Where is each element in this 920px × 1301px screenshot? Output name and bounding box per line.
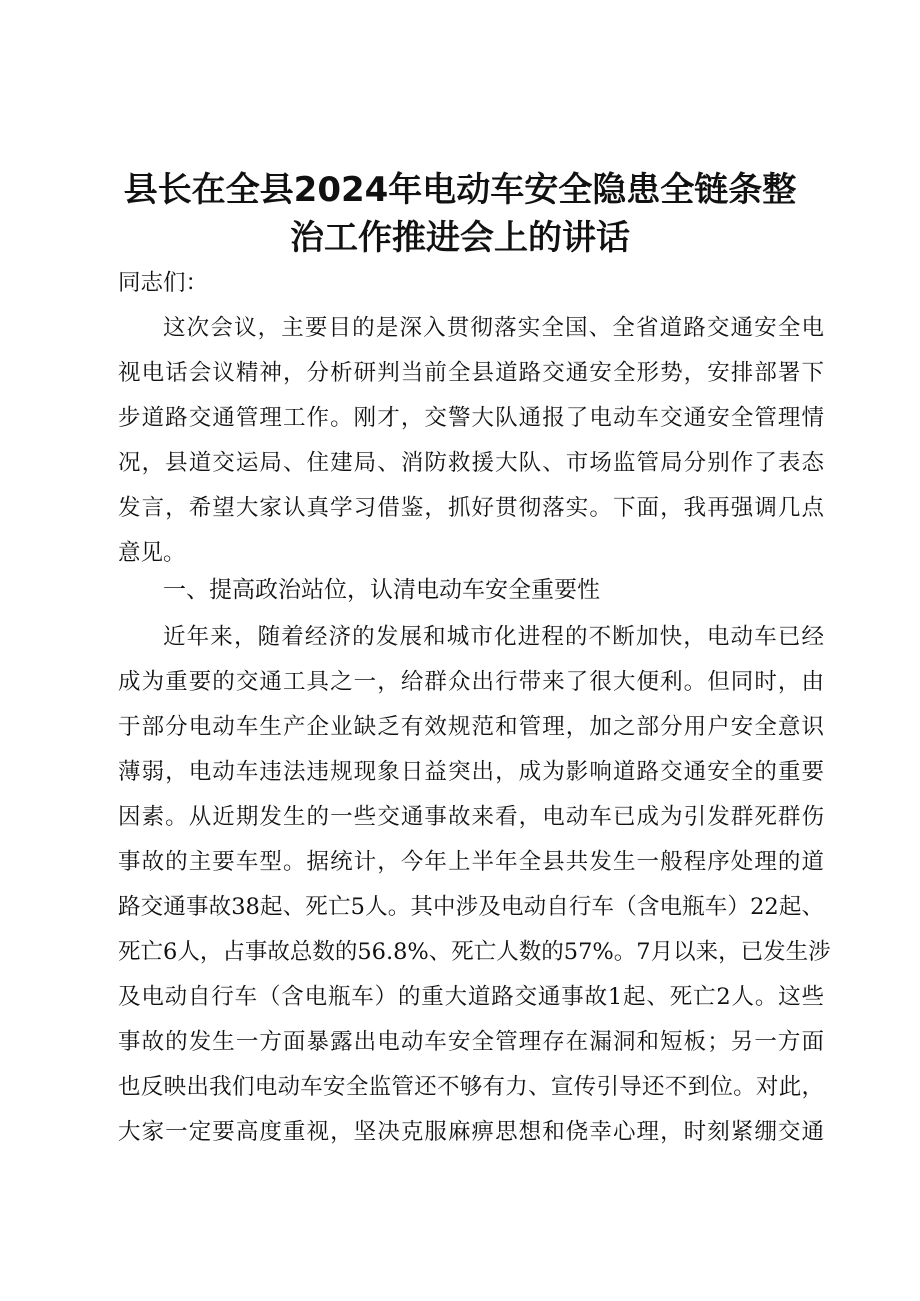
paragraph2-line: 因素。从近期发生的一些交通事故来看，电动车已成为引发群死群伤 (118, 804, 824, 830)
paragraph1-line: 视电话会议精神，分析研判当前全县道路交通安全形势，安排部署下 (118, 360, 824, 386)
paragraph2-line: 也反映出我们电动车安全监管还不够有力、宣传引导还不到位。对此， (118, 1074, 824, 1100)
paragraph1-line: 况，县道交运局、住建局、消防救援大队、市场监管局分别作了表态 (118, 450, 824, 476)
document-title-line-2: 治工作推进会上的讲话 (290, 218, 630, 258)
document-title-line-1: 县长在全县2024年电动车安全隐患全链条整 (123, 170, 797, 210)
paragraph2-line: 事故的主要车型。据统计，今年上半年全县共发生一般程序处理的道 (118, 849, 824, 875)
paragraph2-line: 大家一定要高度重视，坚决克服麻痹思想和侥幸心理，时刻紧绷交通 (118, 1119, 824, 1145)
paragraph2-line: 事故的发生一方面暴露出电动车安全管理存在漏洞和短板；另一方面 (118, 1029, 824, 1055)
paragraph1-line: 发言，希望大家认真学习借鉴，抓好贯彻落实。下面，我再强调几点 (118, 495, 824, 521)
paragraph2-line: 成为重要的交通工具之一，给群众出行带来了很大便利。但同时，由 (118, 669, 824, 695)
paragraph2-line: 于部分电动车生产企业缺乏有效规范和管理，加之部分用户安全意识 (118, 714, 824, 740)
paragraph2-line: 路交通事故38起、死亡5人。其中涉及电动自行车（含电瓶车）22起、 (118, 894, 824, 920)
paragraph1-line: 意见。 (118, 540, 186, 566)
paragraph2-line: 及电动自行车（含电瓶车）的重大道路交通事故1起、死亡2人。这些 (118, 984, 824, 1010)
section-heading-1: 一、提高政治站位，认清电动车安全重要性 (163, 577, 600, 603)
salutation: 同志们： (118, 270, 209, 296)
paragraph2-line: 死亡6人，占事故总数的56.8%、死亡人数的57%。7月以来，已发生涉 (118, 939, 831, 965)
paragraph2-line: 薄弱，电动车违法违规现象日益突出，成为影响道路交通安全的重要 (118, 759, 824, 785)
paragraph1-line: 这次会议，主要目的是深入贯彻落实全国、全省道路交通安全电 (163, 315, 824, 341)
paragraph1-line: 步道路交通管理工作。刚才，交警大队通报了电动车交通安全管理情 (118, 405, 824, 431)
paragraph2-line: 近年来，随着经济的发展和城市化进程的不断加快，电动车已经 (163, 624, 824, 650)
